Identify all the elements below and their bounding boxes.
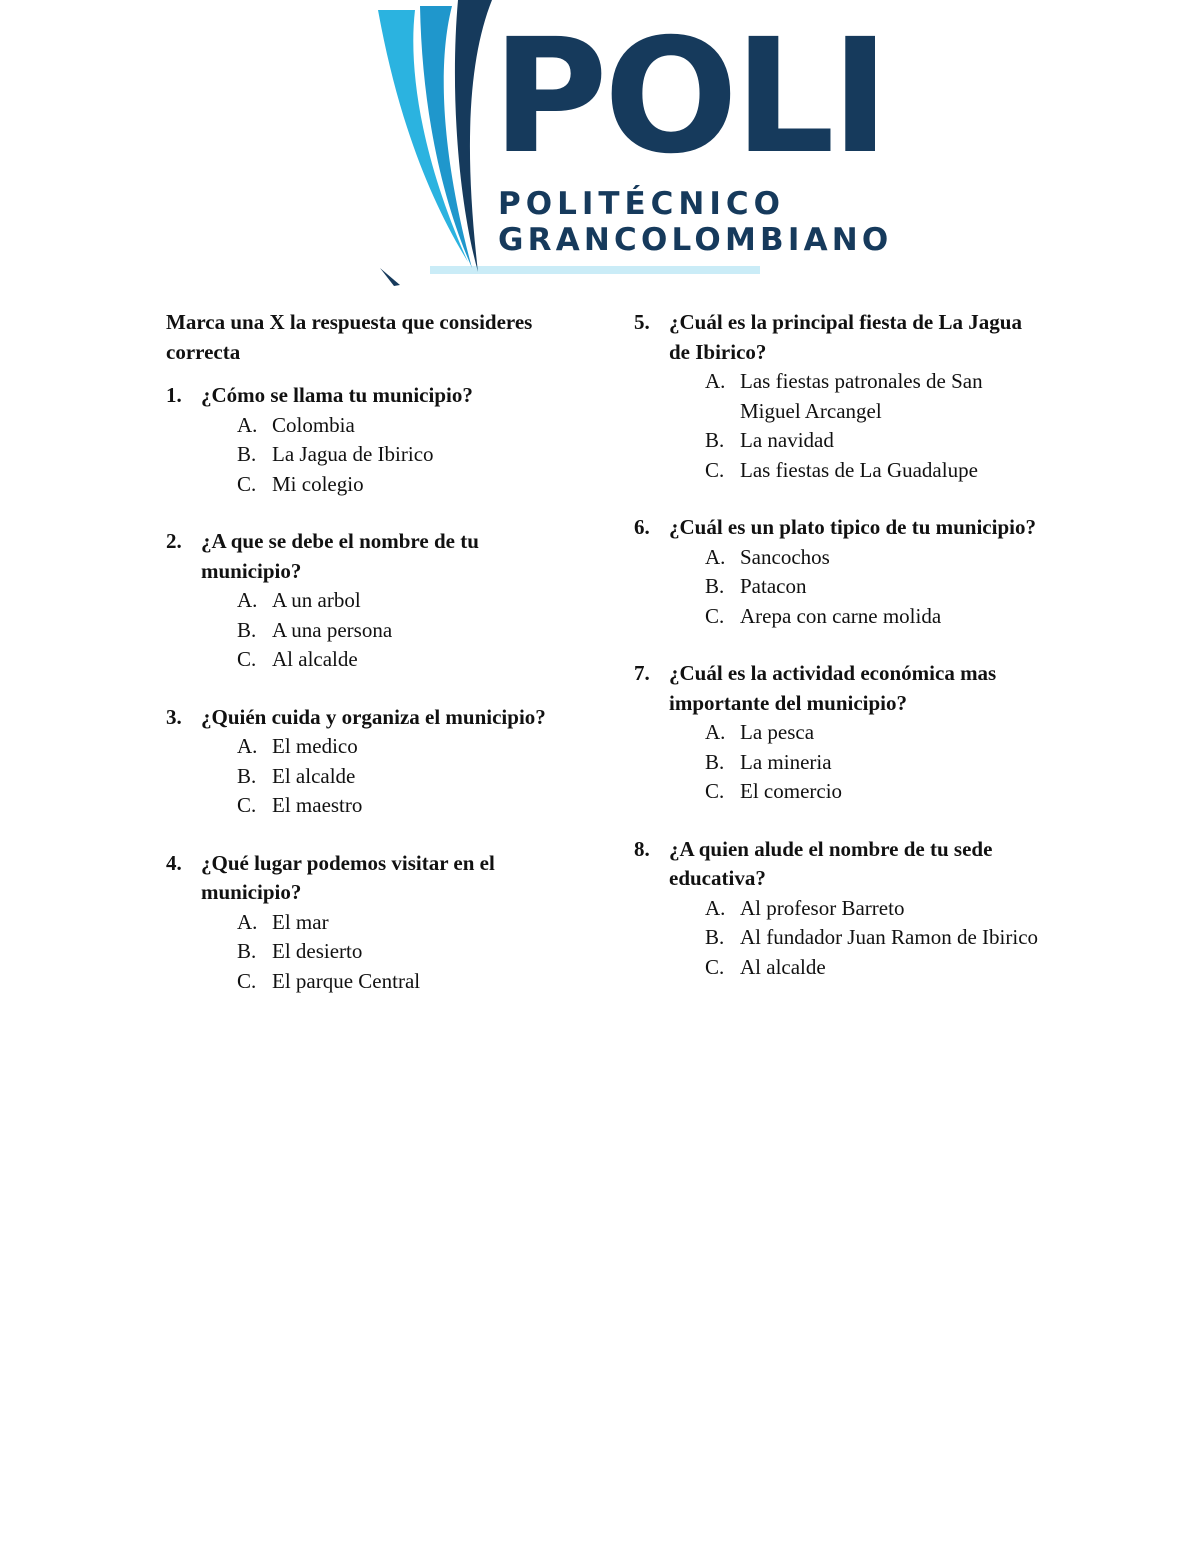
- poli-logo: [360, 0, 893, 290]
- answer-option[interactable]: [237, 937, 576, 967]
- question: [166, 381, 576, 499]
- question-text: ¿A quien alude el nombre de tu sede educativa?: [669, 836, 993, 890]
- option-letter: A.: [705, 720, 726, 744]
- option-text: Mi colegio: [272, 471, 364, 496]
- question-text: ¿Cómo se llama tu municipio?: [201, 383, 473, 407]
- option-letter: B.: [705, 574, 725, 598]
- option-text: El comercio: [740, 779, 843, 803]
- option-text: Al profesor Barreto: [740, 895, 905, 920]
- option-text: Patacon: [740, 574, 807, 598]
- question-text: ¿A que se debe el nombre de tu municipio?: [201, 529, 479, 583]
- option-letter: C.: [237, 968, 257, 993]
- option-letter: A.: [237, 588, 258, 612]
- answer-option[interactable]: [237, 440, 576, 470]
- option-text: El desierto: [272, 939, 363, 963]
- option-letter: C.: [705, 954, 725, 979]
- option-letter: B.: [237, 939, 257, 963]
- answer-option[interactable]: [705, 543, 1044, 573]
- answer-option[interactable]: [237, 967, 576, 997]
- answer-option[interactable]: [237, 411, 576, 441]
- question: [634, 659, 1044, 807]
- answer-option[interactable]: [705, 923, 1044, 953]
- option-letter: B.: [237, 617, 257, 642]
- answer-option[interactable]: [705, 602, 1044, 632]
- option-text: La Jagua de Ibirico: [272, 442, 434, 466]
- answer-option[interactable]: [705, 718, 1044, 748]
- option-letter: A.: [705, 895, 726, 920]
- option-text: Al alcalde: [740, 954, 826, 979]
- answer-option[interactable]: [237, 791, 576, 821]
- question-text: ¿Quién cuida y organiza el municipio?: [201, 704, 546, 729]
- question-number: 8.: [634, 836, 650, 861]
- question-number: 1.: [166, 383, 182, 407]
- answer-option[interactable]: [237, 908, 576, 938]
- answer-option[interactable]: [705, 953, 1044, 983]
- option-letter: C.: [705, 779, 725, 803]
- option-letter: C.: [705, 603, 725, 628]
- option-text: Colombia: [272, 412, 355, 437]
- answer-option[interactable]: [237, 470, 576, 500]
- option-letter: A.: [705, 369, 726, 393]
- option-text: La mineria: [740, 749, 832, 774]
- option-text: El alcalde: [272, 763, 356, 788]
- option-letter: C.: [237, 793, 257, 817]
- instructions: Marca una X la respuesta que consideres correcta: [166, 310, 533, 364]
- answer-option[interactable]: [705, 748, 1044, 778]
- option-letter: A.: [237, 909, 258, 934]
- option-text: A un arbol: [272, 588, 361, 612]
- option-letter: B.: [705, 749, 725, 774]
- answer-option[interactable]: [705, 777, 1044, 807]
- question-text: ¿Cuál es la principal fiesta de La Jagua de Ibirico?: [669, 310, 1022, 364]
- option-letter: B.: [237, 763, 257, 788]
- logo-subtitle-line1: POLITÉCNICO: [498, 186, 786, 222]
- question-text: ¿Qué lugar podemos visitar en el municipio?: [201, 850, 495, 904]
- answer-option[interactable]: [237, 586, 576, 616]
- option-letter: A.: [705, 544, 726, 569]
- logo-wordmark: POLI: [492, 5, 886, 189]
- option-letter: C.: [237, 471, 257, 496]
- question-number: 5.: [634, 310, 650, 334]
- option-text: El maestro: [272, 793, 363, 817]
- option-text: El mar: [272, 909, 329, 934]
- option-letter: B.: [237, 442, 257, 466]
- answer-option[interactable]: [705, 426, 1044, 456]
- option-text: Las fiestas de La Guadalupe: [740, 457, 978, 482]
- answer-option[interactable]: [705, 894, 1044, 924]
- question: [634, 835, 1044, 983]
- option-text: Arepa con carne molida: [740, 603, 942, 628]
- quiz-column-left: [166, 308, 576, 1024]
- answer-option[interactable]: [705, 367, 1044, 426]
- option-letter: A.: [237, 734, 258, 758]
- option-text: Las fiestas patronales de San Miguel Arcangel: [740, 369, 983, 423]
- quiz-column-right: [634, 308, 1044, 1010]
- option-text: El medico: [272, 734, 358, 758]
- question: [634, 513, 1044, 631]
- answer-option[interactable]: [237, 645, 576, 675]
- option-text: Al fundador Juan Ramon de Ibirico: [740, 925, 1039, 949]
- option-letter: C.: [705, 457, 725, 482]
- option-text: El parque Central: [272, 968, 421, 993]
- answer-option[interactable]: [237, 616, 576, 646]
- logo-subtitle-line2: GRANCOLOMBIANO: [498, 222, 893, 258]
- question-number: 6.: [634, 515, 650, 539]
- option-text: La navidad: [740, 428, 834, 452]
- option-text: A una persona: [272, 617, 393, 642]
- question: [166, 703, 576, 821]
- answer-option[interactable]: [237, 762, 576, 792]
- question-number: 7.: [634, 661, 650, 685]
- question: [634, 308, 1044, 485]
- question-number: 3.: [166, 704, 182, 729]
- option-text: Sancochos: [740, 544, 830, 569]
- question: [166, 527, 576, 675]
- option-letter: A.: [237, 412, 258, 437]
- question-number: 2.: [166, 529, 182, 553]
- question-number: 4.: [166, 850, 182, 875]
- answer-option[interactable]: [237, 732, 576, 762]
- option-text: Al alcalde: [272, 647, 358, 671]
- option-letter: B.: [705, 925, 725, 949]
- question-text: ¿Cuál es un plato tipico de tu municipio?: [669, 515, 1036, 539]
- option-letter: C.: [237, 647, 257, 671]
- answer-option[interactable]: [705, 456, 1044, 486]
- answer-option[interactable]: [705, 572, 1044, 602]
- question-text: ¿Cuál es la actividad económica mas importante del municipio?: [669, 661, 997, 715]
- question: [166, 849, 576, 997]
- option-text: La pesca: [740, 720, 815, 744]
- option-letter: B.: [705, 428, 725, 452]
